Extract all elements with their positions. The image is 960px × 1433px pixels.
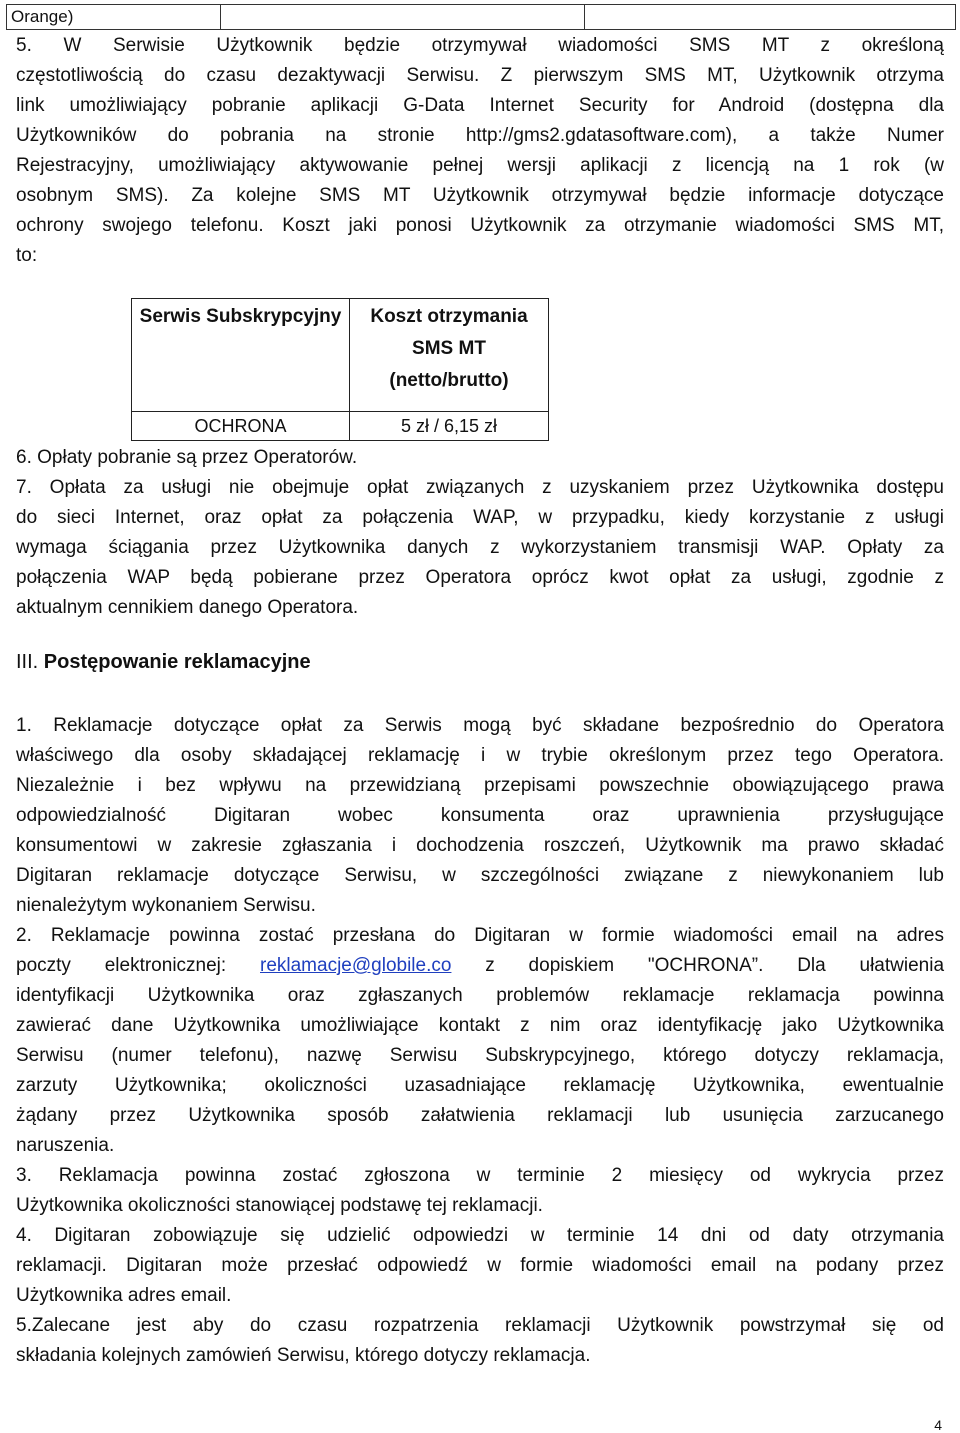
complaint-2-line: żądany przez Użytkownika sposób załatwienia reklamacji lub usunięcia zarzucanego bbox=[16, 1105, 944, 1126]
complaint-4-line: Użytkownika adres email. bbox=[16, 1285, 232, 1306]
complaint-1-paragraph bbox=[16, 711, 944, 921]
fee-table-service: OCHRONA bbox=[132, 412, 350, 441]
complaint-email-link[interactable]: reklamacje@globile.co bbox=[260, 955, 452, 976]
complaint-2-line: zawierać dane Użytkownika umożliwiające kontakt z nim oraz identyfikację jako Użytkownika bbox=[16, 1015, 944, 1036]
item-5-line: Użytkowników do pobrania na stronie http://gms2.gdatasoftware.com), a także Numer bbox=[16, 125, 944, 146]
top-table-fragment bbox=[6, 4, 956, 30]
complaint-1-line: nienależytym wykonaniem Serwisu. bbox=[16, 895, 316, 916]
complaint-5-line: 5.Zalecane jest aby do czasu rozpatrzenia reklamacji Użytkownik powstrzymał się od bbox=[16, 1315, 944, 1336]
complaint-2-paragraph bbox=[16, 921, 944, 1161]
complaint-3-paragraph bbox=[16, 1161, 944, 1221]
item-5-line: osobnym SMS). Za kolejne SMS MT Użytkownik otrzymywał będzie informacje dotyczące bbox=[16, 185, 944, 206]
complaint-4-line: reklamacji. Digitaran może przesłać odpowiedź w formie wiadomości email na podany przez bbox=[16, 1255, 944, 1276]
complaint-1-line: odpowiedzialność Digitaran wobec konsumenta oraz uprawnienia przysługujące bbox=[16, 805, 944, 826]
complaint-5-line: składania kolejnych zamówień Serwisu, którego dotyczy reklamacja. bbox=[16, 1345, 591, 1366]
complaint-3-line: Użytkownika okoliczności stanowiącej podstawę tej reklamacji. bbox=[16, 1195, 543, 1216]
item-7-line: aktualnym cennikiem danego Operatora. bbox=[16, 597, 359, 618]
item-5-line: Rejestracyjny, umożliwiający aktywowanie pełnej wersji aplikacji z licencją na 1 rok (w bbox=[16, 155, 944, 176]
item-5-line: link umożliwiający pobranie aplikacji G-Data Internet Security for Android (dostępna dla bbox=[16, 95, 944, 116]
item-5-line: częstotliwością do czasu dezaktywacji Serwisu. Z pierwszym SMS MT, Użytkownik otrzyma bbox=[16, 65, 944, 86]
complaint-2-line: identyfikacji Użytkownika oraz zgłaszanych problemów reklamacje reklamacja powinna bbox=[16, 985, 944, 1006]
item-7-line: 7. Opłata za usługi nie obejmuje opłat związanych z uzyskaniem przez Użytkownika dostępu bbox=[16, 477, 944, 498]
complaint-2-line: Serwisu (numer telefonu), nazwę Serwisu Subskrypcyjnego, którego dotyczy reklamacja, bbox=[16, 1045, 944, 1066]
complaint-1-line: właściwego dla osoby składającej reklamację i w trybie określonym przez tego Operatora. bbox=[16, 745, 944, 766]
complaint-5-paragraph bbox=[16, 1311, 944, 1371]
email-trail-text: z dopiskiem "OCHRONA”. Dla ułatwienia bbox=[451, 955, 945, 976]
item-5-line: to: bbox=[16, 245, 38, 266]
item-6-paragraph: 6. Opłaty pobranie są przez Operatorów. bbox=[16, 447, 358, 468]
item-5-line: 5. W Serwisie Użytkownik będzie otrzymywał wiadomości SMS MT z określoną bbox=[16, 35, 944, 56]
complaint-2-line: naruszenia. bbox=[16, 1135, 115, 1156]
top-table-cell-empty-1 bbox=[221, 5, 585, 30]
section-number: III. bbox=[16, 651, 39, 673]
complaint-2-line-email bbox=[16, 951, 944, 981]
item-5-line: ochrony swojego telefonu. Koszt jaki ponosi Użytkownik za otrzymanie wiadomości SMS MT, bbox=[16, 215, 944, 236]
top-table-cell-empty-2 bbox=[585, 5, 956, 30]
complaint-3-line: 3. Reklamacja powinna zostać zgłoszona w terminie 2 miesięcy od wykrycia przez bbox=[16, 1165, 944, 1186]
item-7-paragraph bbox=[16, 473, 944, 623]
fee-table bbox=[131, 298, 549, 441]
section-heading bbox=[16, 651, 311, 674]
page-number: 4 bbox=[934, 1417, 942, 1433]
complaint-1-line: Digitaran reklamacje dotyczące Serwisu, w szczególności związane z niewykonaniem lub bbox=[16, 865, 944, 886]
complaint-4-line: 4. Digitaran zobowiązuje się udzielić odpowiedzi w terminie 14 dni od daty otrzymania bbox=[16, 1225, 944, 1246]
item-7-line: wymaga ściągania przez Użytkownika danych z wykorzystaniem transmisji WAP. Opłaty za bbox=[16, 537, 944, 558]
complaint-1-line: konsumentowi w zakresie zgłaszania i dochodzenia roszczeń, Użytkownik ma prawo składać bbox=[16, 835, 944, 856]
fee-table-header-cost: Koszt otrzymania SMS MT (netto/brutto) bbox=[350, 299, 549, 412]
complaint-4-paragraph bbox=[16, 1221, 944, 1311]
complaint-1-line: 1. Reklamacje dotyczące opłat za Serwis mogą być składane bezpośrednio do Operatora bbox=[16, 715, 944, 736]
item-7-line: do sieci Internet, oraz opłat za połączenia WAP, w przypadku, kiedy korzystanie z usługi bbox=[16, 507, 944, 528]
top-table-cell-orange: Orange) bbox=[7, 5, 221, 30]
fee-table-cost: 5 zł / 6,15 zł bbox=[350, 412, 549, 441]
complaint-2-line: zarzuty Użytkownika; okoliczności uzasadniające reklamację Użytkownika, ewentualnie bbox=[16, 1075, 944, 1096]
email-lead-text: poczty elektronicznej: bbox=[16, 955, 260, 976]
item-7-line: połączenia WAP będą pobierane przez Operatora oprócz kwot opłat za usługi, zgodnie z bbox=[16, 567, 944, 588]
item-5-paragraph bbox=[16, 31, 944, 271]
section-title: Postępowanie reklamacyjne bbox=[43, 651, 311, 673]
complaint-1-line: Niezależnie i bez wpływu na przewidzianą przepisami powszechnie obowiązującego prawa bbox=[16, 775, 944, 796]
fee-table-header-service: Serwis Subskrypcyjny bbox=[132, 299, 350, 412]
complaint-2-line: 2. Reklamacje powinna zostać przesłana do Digitaran w formie wiadomości email na adres bbox=[16, 925, 944, 946]
